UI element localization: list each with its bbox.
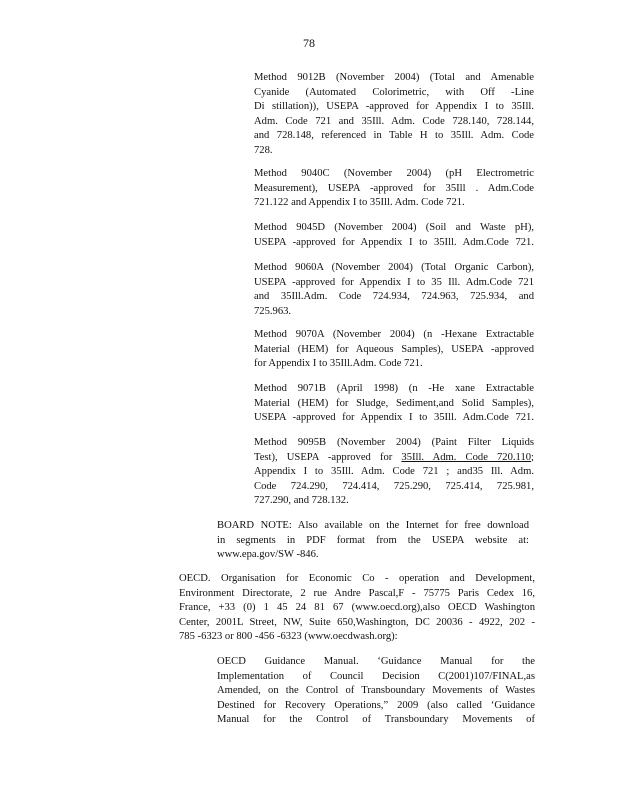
text-line: Di stillation)), USEPA -approved for Appendix I to 35Ill. bbox=[254, 101, 534, 112]
method-9045d-entry bbox=[254, 221, 534, 250]
text-line: Adm. Code 721 and 35Ill. Adm. Code 728.140, 728.144, bbox=[254, 115, 534, 127]
struck-citation: 35Ill. Adm. Code 720.110; bbox=[401, 451, 534, 463]
text-line: Measurement), USEPA -approved for 35Ill . Adm.Code bbox=[254, 182, 534, 194]
text-line: Manual for the Control of Transboundary Movements of bbox=[217, 714, 535, 725]
text-line: Method 9012B (November 2004) (Total and Amenable bbox=[254, 72, 534, 83]
text-line: Method 9040C (November 2004) (pH Electrometric bbox=[254, 168, 534, 179]
method-9071b-entry bbox=[254, 382, 534, 426]
text-line: in segments in PDF format from the USEPA website at: bbox=[217, 534, 529, 546]
text-line: Amended, on the Control of Transboundary Movements of Wastes bbox=[217, 685, 535, 696]
oecd-entry bbox=[179, 572, 535, 645]
text-line: Method 9045D (November 2004) (Soil and Waste pH), bbox=[254, 222, 534, 233]
text-line: Material (HEM) for Sludge, Sediment,and Solid Samples), bbox=[254, 397, 534, 409]
text-line: 727.290, and 728.132. bbox=[254, 495, 349, 506]
text-line: OECD Guidance Manual. ‘Guidance Manual for the bbox=[217, 656, 535, 667]
text-line: Environment Directorate, 2 rue Andre Pascal,F - 75775 Paris Cedex 16, bbox=[179, 587, 535, 599]
text-line: www.epa.gov/SW -846. bbox=[217, 549, 319, 560]
text-line: for Appendix I to 35Ill.Adm. Code 721. bbox=[254, 358, 423, 369]
oecd-guidance-manual-entry bbox=[217, 655, 535, 728]
text-line: 725.963. bbox=[254, 305, 292, 317]
text-line: 728. bbox=[254, 144, 273, 156]
text-fragment: Test), USEPA -approved for bbox=[254, 451, 393, 463]
text-line: USEPA -approved for Appendix I to 35Ill. Adm.Code 721. bbox=[254, 412, 534, 423]
method-9070a-entry bbox=[254, 328, 534, 372]
text-line: Code 724.290, 724.414, 725.290, 725.414, 725.981, bbox=[254, 480, 534, 492]
text-line: and 728.148, referenced in Table H to 35Ill. Adm. Code bbox=[254, 130, 534, 141]
text-line: Method 9071B (April 1998) (n -He xane Extractable bbox=[254, 383, 534, 394]
text-line: Destined for Recovery Operations,” 2009 (also called ‘Guidance bbox=[217, 699, 535, 711]
text-line: Method 9070A (November 2004) (n -Hexane Extractable bbox=[254, 329, 534, 340]
text-line: 785 -6323 or 800 -456 -6323 (www.oecdwash.org): bbox=[179, 631, 398, 642]
text-line: USEPA -approved for Appendix I to 35Ill. Adm.Code 721. bbox=[254, 236, 534, 248]
text-line: France, +33 (0) 1 45 24 81 67 (www.oecd.org),also OECD Washington bbox=[179, 602, 535, 613]
method-9095b-entry bbox=[254, 436, 534, 509]
text-line: Implementation of Council Decision C(2001)107/FINAL,as bbox=[217, 670, 535, 682]
text-line: OECD. Organisation for Economic Co - operation and Development, bbox=[179, 573, 535, 584]
text-line: Method 9060A (November 2004) (Total Organic Carbon), bbox=[254, 262, 534, 273]
method-9060a-entry bbox=[254, 261, 534, 319]
text-line: Center, 2001L Street, NW, Suite 650,Washington, DC 20036 - 4922, 202 - bbox=[179, 616, 535, 628]
text-line: 721.122 and Appendix I to 35Ill. Adm. Code 721. bbox=[254, 197, 465, 208]
text-line: Material (HEM) for Aqueous Samples), USEPA -approved bbox=[254, 343, 534, 355]
text-line: Cyanide (Automated Colorimetric, with Off -Line bbox=[254, 86, 534, 98]
board-note bbox=[217, 519, 529, 563]
method-9012b-entry bbox=[254, 71, 534, 158]
page-number: 78 bbox=[303, 36, 315, 50]
text-line: Appendix I to 35Ill. Adm. Code 721 ; and35 Ill. Adm. bbox=[254, 466, 534, 477]
text-line: USEPA -approved for Appendix I to 35 Ill. Adm.Code 721 bbox=[254, 276, 534, 288]
text-line: Method 9095B (November 2004) (Paint Filter Liquids bbox=[254, 437, 534, 448]
method-9040c-entry bbox=[254, 167, 534, 211]
text-line bbox=[254, 451, 534, 466]
text-line: and 35Ill.Adm. Code 724.934, 724.963, 725.934, and bbox=[254, 291, 534, 302]
text-line: BOARD NOTE: Also available on the Internet for free download bbox=[217, 520, 529, 531]
